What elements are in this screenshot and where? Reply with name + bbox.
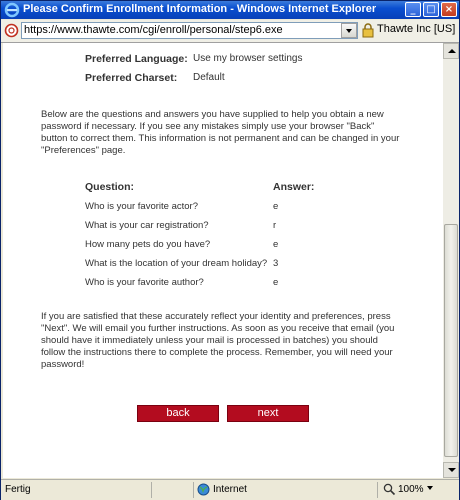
status-text: Fertig [5, 484, 31, 495]
table-row [85, 239, 345, 258]
answer-cell: e [273, 277, 279, 288]
zoom-icon[interactable] [383, 483, 396, 496]
window-title: Please Confirm Enrollment Information - Windows Internet Explorer [23, 3, 377, 15]
scroll-thumb[interactable] [444, 224, 458, 457]
table-row [85, 220, 345, 239]
table-header [85, 181, 345, 201]
question-cell: What is the location of your dream holiday? [85, 258, 268, 269]
question-cell: How many pets do you have? [85, 239, 211, 250]
status-divider [193, 482, 194, 498]
outro-paragraph: If you are satisfied that these accurately reflect your identity and preferences, press "Next". We will email you further instructions. As soon as you receive that email (you should have it immediately unless your mail is processed in batches) you should follow the instructions there to complete the process. Remember, you will need your password! [41, 311, 395, 370]
answer-cell: e [273, 239, 279, 250]
question-cell: Who is your favorite actor? [85, 201, 198, 212]
question-header: Question: [85, 181, 134, 193]
minimize-icon[interactable]: _ [405, 2, 421, 17]
back-button[interactable]: back [137, 405, 219, 422]
url-input[interactable]: https://www.thawte.com/cgi/enroll/personal/step6.exe [21, 22, 358, 39]
table-row [85, 201, 345, 220]
security-zone[interactable]: Internet [213, 484, 247, 495]
answer-cell: 3 [273, 258, 279, 269]
title-bar[interactable] [1, 1, 459, 19]
table-row [85, 277, 345, 296]
pref-label: Preferred Language: [85, 53, 188, 65]
pref-value: Use my browser settings [193, 53, 303, 64]
vertical-scrollbar[interactable] [443, 43, 459, 478]
dropdown-icon[interactable] [341, 23, 357, 38]
scroll-down-button[interactable] [443, 462, 459, 478]
question-cell: Who is your favorite author? [85, 277, 204, 288]
answer-cell: r [273, 220, 277, 231]
question-answer-table [85, 181, 345, 296]
secure-page-icon [4, 23, 19, 38]
address-bar [1, 20, 459, 43]
status-divider [151, 482, 152, 498]
answer-cell: e [273, 201, 279, 212]
next-button[interactable]: next [227, 405, 309, 422]
globe-icon [197, 483, 210, 496]
status-bar [1, 479, 459, 500]
lock-icon[interactable] [361, 23, 375, 38]
ie-logo-icon [4, 2, 20, 18]
question-cell: What is your car registration? [85, 220, 209, 231]
maximize-icon[interactable]: □ [423, 2, 439, 17]
dropdown-icon[interactable] [427, 486, 433, 490]
zoom-level[interactable]: 100% [398, 484, 424, 495]
scroll-up-button[interactable] [443, 43, 459, 59]
status-divider [377, 482, 378, 498]
certificate-label[interactable]: Thawte Inc [US] [377, 23, 456, 35]
table-row [85, 258, 345, 277]
pref-label: Preferred Charset: [85, 72, 178, 84]
pref-value: Default [193, 72, 225, 83]
answer-header: Answer: [273, 181, 315, 193]
intro-paragraph: Below are the questions and answers you have supplied to help you obtain a new password if necessary. If you see any mistakes simply use your browser "Back" button to correct them. This information is not permanent and can be changed in your "Preferences" page. [41, 109, 400, 156]
page-content [3, 43, 443, 478]
close-icon[interactable]: × [441, 2, 457, 17]
